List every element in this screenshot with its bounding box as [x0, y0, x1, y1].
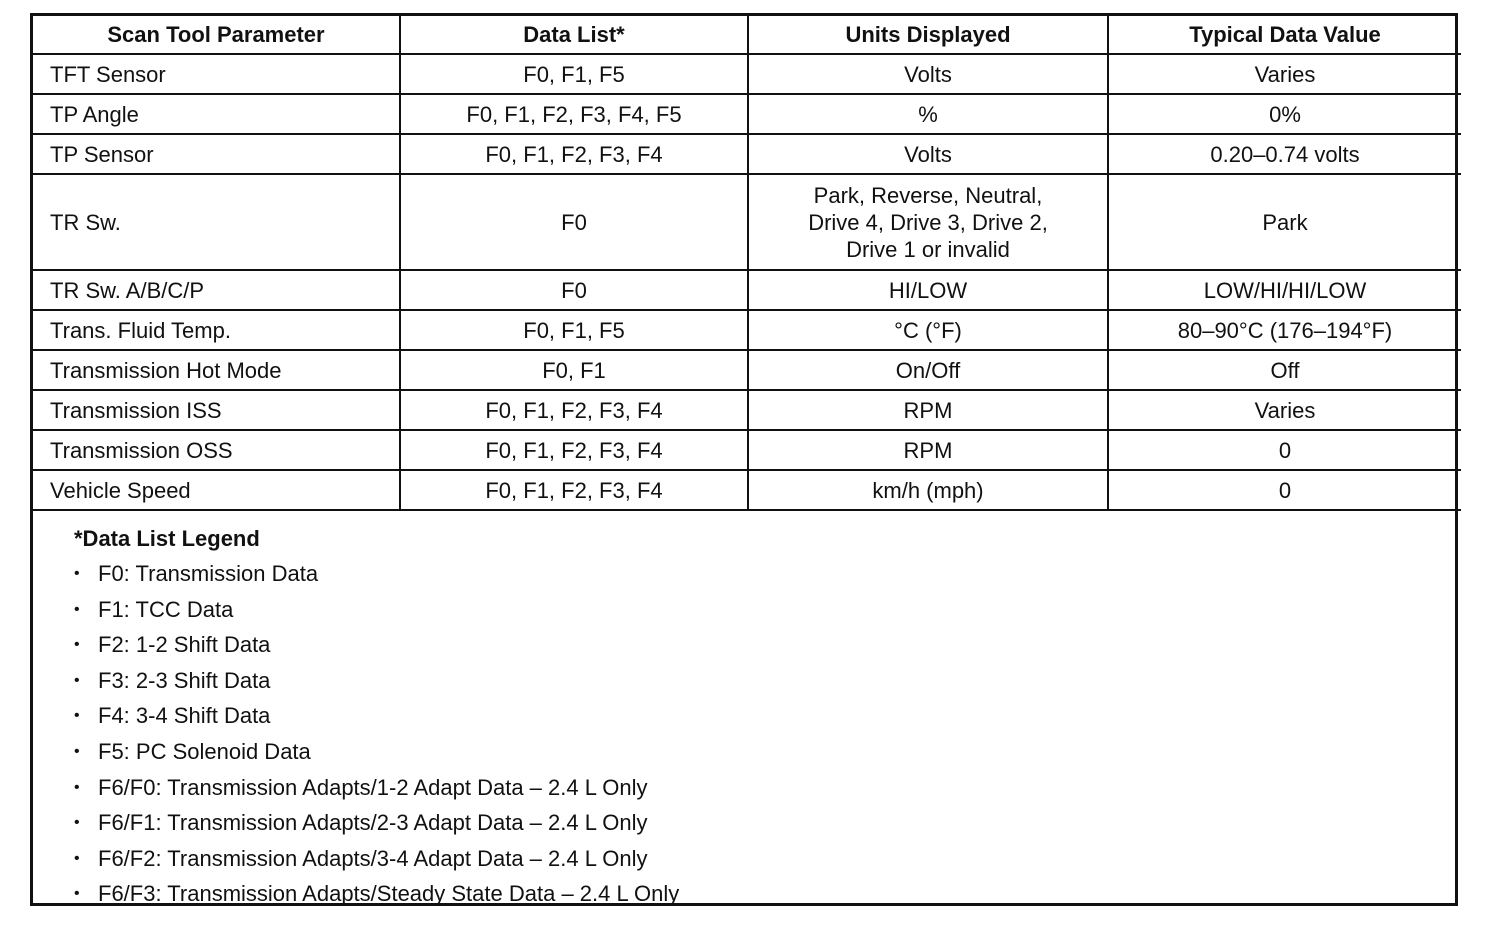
units-line: Drive 1 or invalid: [846, 236, 1010, 262]
units-cell: %: [748, 94, 1108, 134]
legend-item-text: F3: 2-3 Shift Data: [98, 667, 271, 693]
table-row: [33, 430, 1461, 470]
bullet-icon: •: [74, 636, 80, 654]
units-cell: °C (°F): [748, 310, 1108, 350]
table-row: [33, 470, 1461, 510]
header-units-displayed: Units Displayed: [748, 16, 1108, 54]
parameter-cell: Trans. Fluid Temp.: [33, 310, 400, 350]
bullet-icon: •: [74, 565, 80, 582]
scan-tool-data-table-frame: [30, 13, 1458, 906]
data-list-cell: F0, F1, F2, F3, F4, F5: [400, 94, 748, 134]
typical-value-cell: 0: [1108, 470, 1461, 510]
legend-item: [74, 631, 679, 667]
data-list-cell: F0, F1, F5: [400, 54, 748, 94]
parameter-cell: Transmission OSS: [33, 430, 400, 470]
legend-item-text: F0: Transmission Data: [98, 561, 319, 586]
parameter-cell: Transmission Hot Mode: [33, 350, 400, 390]
header-data-list: Data List*: [400, 16, 748, 54]
legend-title: *Data List Legend: [74, 526, 260, 551]
legend-item: [74, 880, 679, 916]
units-cell: Volts: [748, 54, 1108, 94]
table-row: [33, 94, 1461, 134]
data-list-cell: F0: [400, 174, 748, 270]
parameter-cell: TP Sensor: [33, 134, 400, 174]
data-list-cell: F0: [400, 270, 748, 310]
units-line: Park, Reverse, Neutral,: [813, 182, 1043, 208]
units-cell: Volts: [748, 134, 1108, 174]
legend-item: [74, 702, 679, 738]
legend-item-text: F5: PC Solenoid Data: [98, 738, 311, 764]
units-cell: km/h (mph): [748, 470, 1108, 510]
legend-item-text: F4: 3-4 Shift Data: [98, 703, 271, 729]
typical-value-cell: 0%: [1108, 94, 1461, 134]
table-row: [33, 54, 1461, 94]
bullet-icon: •: [74, 707, 80, 725]
legend-item-text: F6/F0: Transmission Adapts/1-2 Adapt Data – 2.4 L Only: [98, 774, 648, 800]
table-row: [33, 310, 1461, 350]
data-list-cell: F0, F1, F2, F3, F4: [400, 134, 748, 174]
parameter-cell: TR Sw.: [33, 174, 400, 270]
typical-value-cell: Varies: [1108, 54, 1461, 94]
bullet-icon: •: [74, 814, 80, 832]
legend-item: [74, 560, 679, 596]
bullet-icon: •: [74, 849, 80, 867]
data-list-cell: F0, F1, F2, F3, F4: [400, 430, 748, 470]
parameter-cell: Vehicle Speed: [33, 470, 400, 510]
units-cell: [748, 174, 1108, 270]
legend-item-text: F2: 1-2 Shift Data: [98, 632, 271, 658]
typical-value-cell: Varies: [1108, 390, 1461, 430]
bullet-icon: •: [74, 778, 80, 796]
legend-item-text: F6/F2: Transmission Adapts/3-4 Adapt Data – 2.4 L Only: [98, 845, 648, 871]
bullet-icon: •: [74, 671, 80, 689]
parameter-cell: TR Sw. A/B/C/P: [33, 270, 400, 310]
legend-item: [74, 738, 679, 774]
typical-value-cell: 0: [1108, 430, 1461, 470]
header-scan-tool-parameter: Scan Tool Parameter: [33, 16, 400, 54]
legend-item-text: F1: TCC Data: [98, 596, 234, 622]
units-line: Drive 4, Drive 3, Drive 2,: [808, 209, 1048, 235]
data-list-cell: F0, F1, F5: [400, 310, 748, 350]
legend-item: [74, 809, 679, 845]
parameter-cell: TP Angle: [33, 94, 400, 134]
legend-item: [74, 596, 679, 632]
units-cell: HI/LOW: [748, 270, 1108, 310]
header-typical-data-value: Typical Data Value: [1108, 16, 1461, 54]
typical-value-cell: 0.20–0.74 volts: [1108, 134, 1461, 174]
bullet-icon: •: [74, 600, 80, 618]
legend-item-text: F6/F3: Transmission Adapts/Steady State Data – 2.4 L Only: [98, 881, 680, 907]
legend-item: [74, 774, 679, 810]
bullet-icon: •: [74, 742, 80, 760]
bullet-icon: •: [74, 885, 80, 903]
typical-value-cell: LOW/HI/HI/LOW: [1108, 270, 1461, 310]
table-row: [33, 390, 1461, 430]
table-row: [33, 174, 1461, 270]
legend-list: [74, 560, 679, 916]
units-cell: On/Off: [748, 350, 1108, 390]
typical-value-cell: 80–90°C (176–194°F): [1108, 310, 1461, 350]
table-row: [33, 350, 1461, 390]
table-row: [33, 134, 1461, 174]
table-header-row: [33, 16, 1461, 54]
data-list-cell: F0, F1, F2, F3, F4: [400, 470, 748, 510]
table-row: [33, 270, 1461, 310]
legend-item: [74, 845, 679, 881]
typical-value-cell: Park: [1108, 174, 1461, 270]
data-list-cell: F0, F1: [400, 350, 748, 390]
scan-tool-data-table: [33, 16, 1461, 511]
parameter-cell: Transmission ISS: [33, 390, 400, 430]
units-cell: RPM: [748, 390, 1108, 430]
data-list-cell: F0, F1, F2, F3, F4: [400, 390, 748, 430]
legend-item-text: F6/F1: Transmission Adapts/2-3 Adapt Data – 2.4 L Only: [98, 810, 648, 836]
units-cell: RPM: [748, 430, 1108, 470]
legend-item: [74, 667, 679, 703]
typical-value-cell: Off: [1108, 350, 1461, 390]
parameter-cell: TFT Sensor: [33, 54, 400, 94]
